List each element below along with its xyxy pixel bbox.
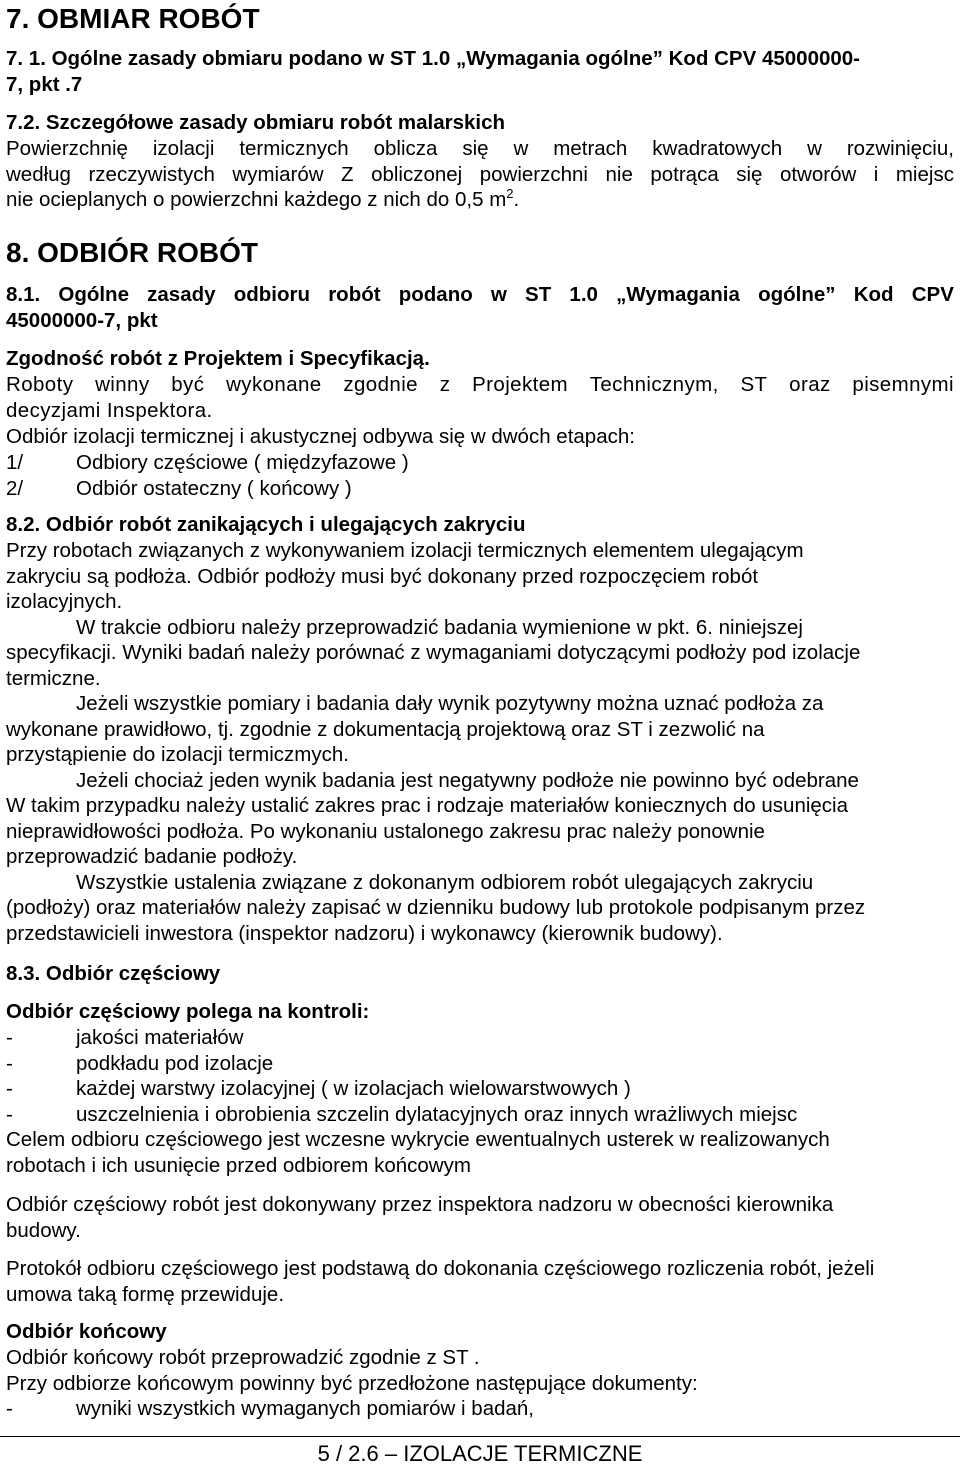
word: robót xyxy=(328,283,381,306)
acceptance-intro: Odbiór izolacji termicznej i akustycznej odbywa się w dwóch etapach: xyxy=(6,425,635,448)
section-8-2-body: Przy robotach związanych z wykonywaniem izolacji termicznych elementem ulegającym zakryciu są podłoża. Odbiór podłoży musi być dokonany przed rozpoczęciem robót izolacyjnych. W trakcie odbioru należy przeprowadzić badania wymienione w pkt. 6. niniejszej specyfikacji. Wyniki badań należy porównać z wymaganiami dotyczącymi podłoży pod izolacje termiczne. Jeżeli wszystkie pomiary i badania dały wynik pozytywny można uznać podłoża za wykonane prawidłowo, tj. zgodnie z dokumentacją projektową oraz ST i zezwolić na przystąpienie do izolacji termiczmych. Jeżeli chociaż jeden wynik badania jest negatywny podłoże nie powinno być odebrane W takim przypadku należy ustalić zakres prac i rodzaje materiałów koniecznych do usunięcia nieprawidłowości podłoża. Po wykonaniu ustalonego zakresu prac należy ponownie przeprowadzić badanie podłoży. Wszystkie ustalenia związane z dokonanym odbiorem robót ulegających zakryciu (podłoży) oraz materiałów należy zapisać w dzienniku budowy lub protokole podpisanym przez przedstawicieli inwestora (inspektor nadzoru) i wykonawcy (kierownik budowy). xyxy=(6,539,866,945)
word: 8.1. xyxy=(6,283,41,306)
section-7-2-title: 7.2. Szczegółowe zasady obmiaru robót malarskich xyxy=(6,111,505,134)
word: Technicznym, xyxy=(589,373,719,396)
partial-acceptance-subtitle: Odbiór częściowy polega na kontroli: xyxy=(6,1000,370,1023)
word: ST xyxy=(740,373,768,396)
word: Projektem xyxy=(472,373,568,396)
word: kwadratowych xyxy=(652,137,783,160)
word: być xyxy=(171,373,205,396)
word: się xyxy=(462,137,489,160)
word: miejsc xyxy=(895,162,954,186)
word: „Wymagania xyxy=(616,283,740,306)
partial-acceptance-performer: Odbiór częściowy robót jest dokonywany przez inspektora nadzoru w obecności kierownika budowy. xyxy=(6,1193,834,1242)
word: się xyxy=(736,162,763,186)
word: Roboty xyxy=(6,373,74,396)
page-footer: 5 / 2.6 – IZOLACJE TERMICZNE xyxy=(0,1436,960,1469)
word: zasady xyxy=(147,283,216,306)
word: otworów xyxy=(779,162,857,186)
word: obliczonej xyxy=(371,162,463,186)
word: Kod xyxy=(853,283,894,306)
section-8-3-title: 8.3. Odbiór częściowy xyxy=(6,962,221,985)
list-item: - uszczelnienia i obrobienia szczelin dylatacyjnych oraz innych wrażliwych miejsc xyxy=(6,1102,798,1126)
word: podano xyxy=(398,283,473,306)
word: 1.0 xyxy=(569,283,598,306)
list-item: - podkładu pod izolacje xyxy=(6,1051,274,1075)
word: powierzchni xyxy=(479,162,588,186)
section-7-1: 7. 1. Ogólne zasady obmiaru podano w ST 1.0 „Wymagania ogólne” Kod CPV 45000000- 7, pkt .7 xyxy=(6,47,861,96)
word: z xyxy=(439,373,451,396)
word: Z xyxy=(341,162,354,186)
word: w xyxy=(807,137,822,160)
section-7-title: 7. OBMIAR ROBÓT xyxy=(6,3,260,34)
stage-item: 2/ Odbiór ostateczny ( końcowy ) xyxy=(6,476,352,500)
word: izolacji xyxy=(152,137,215,160)
word: CPV xyxy=(911,283,954,306)
section-8-title: 8. ODBIÓR ROBÓT xyxy=(6,237,259,268)
final-acceptance-title: Odbiór końcowy xyxy=(6,1320,167,1343)
acceptance-stages xyxy=(6,450,954,501)
word: nie xyxy=(605,162,633,186)
word: rozwinięciu, xyxy=(846,137,954,160)
partial-acceptance-list: - jakości materiałów - podkładu pod izolacje - każdej warstwy izolacyjnej ( w izolacjach wielowarstwowych ) - uszczelnienia i obrobienia szczelin dylatacyjnych oraz innych wrażliwych miejsc Celem odbioru częściowego jest wczesne wykrycie ewentualnych usterek w realizowanych robotach i ich usunięcie przed odbiorem końcowym xyxy=(6,1025,954,1178)
word: oblicza xyxy=(373,137,438,160)
word: wymiarów xyxy=(232,162,324,186)
partial-acceptance-protocol: Protokół odbioru częściowego jest podstawą do dokonania częściowego rozliczenia robót, jeżeli umowa taką formę przewiduje. xyxy=(6,1257,875,1306)
word: rzeczywistych xyxy=(88,162,215,186)
word: w xyxy=(513,137,529,160)
compliance-title: Zgodność robót z Projektem i Specyfikacją. xyxy=(6,347,430,370)
final-acceptance-body: Odbiór końcowy robót przeprowadzić zgodnie z ST . Przy odbiorze końcowym powinny być przedłożone następujące dokumenty: - wyniki wszystkich wymaganych pomiarów i badań, xyxy=(6,1345,954,1422)
list-item: - każdej warstwy izolacyjnej ( w izolacjach wielowarstwowych ) xyxy=(6,1077,631,1100)
word: odbioru xyxy=(233,283,311,306)
word: winny xyxy=(95,373,150,396)
word: termicznych xyxy=(239,137,349,160)
word: w xyxy=(490,283,507,306)
word: potrąca xyxy=(650,162,719,186)
word: ogólne” xyxy=(758,283,836,306)
list-item: - jakości materiałów xyxy=(6,1026,244,1049)
word: pisemnymi xyxy=(852,373,954,396)
word: Powierzchnię xyxy=(6,137,128,160)
section-8-1: 8.1. Ogólne zasady odbioru robót podano w ST 1.0 „Wymagania ogólne” Kod CPV 45000000-7, pkt xyxy=(6,283,954,332)
word: Ogólne xyxy=(58,283,129,306)
list-item: - wyniki wszystkich wymaganych pomiarów i badań, xyxy=(6,1397,535,1420)
section-7-2-body: Powierzchnię izolacji termicznych oblicza się w metrach kwadratowych w rozwinięciu, według rzeczywistych wymiarów Z obliczonej powierzchni nie potrąca się otworów i miejsc nie ocieplanych o powierzchni każdego z nich do 0,5 $m^2$. xyxy=(6,137,954,211)
section-8-2-title: 8.2. Odbiór robót zanikających i ulegających zakryciu xyxy=(6,513,526,536)
word: zgodnie xyxy=(343,373,418,396)
word: ST xyxy=(525,283,552,306)
word: wykonane xyxy=(226,373,322,396)
word: według xyxy=(6,162,71,186)
compliance-body: Roboty winny być wykonane zgodnie z Projektem Technicznym, ST oraz pisemnymi decyzjami Inspektora. xyxy=(6,373,954,422)
word: metrach xyxy=(553,137,628,160)
word: i xyxy=(873,162,879,186)
word: oraz xyxy=(789,373,831,396)
stage-item: 1/ Odbiory częściowe ( międzyfazowe ) xyxy=(6,451,409,474)
